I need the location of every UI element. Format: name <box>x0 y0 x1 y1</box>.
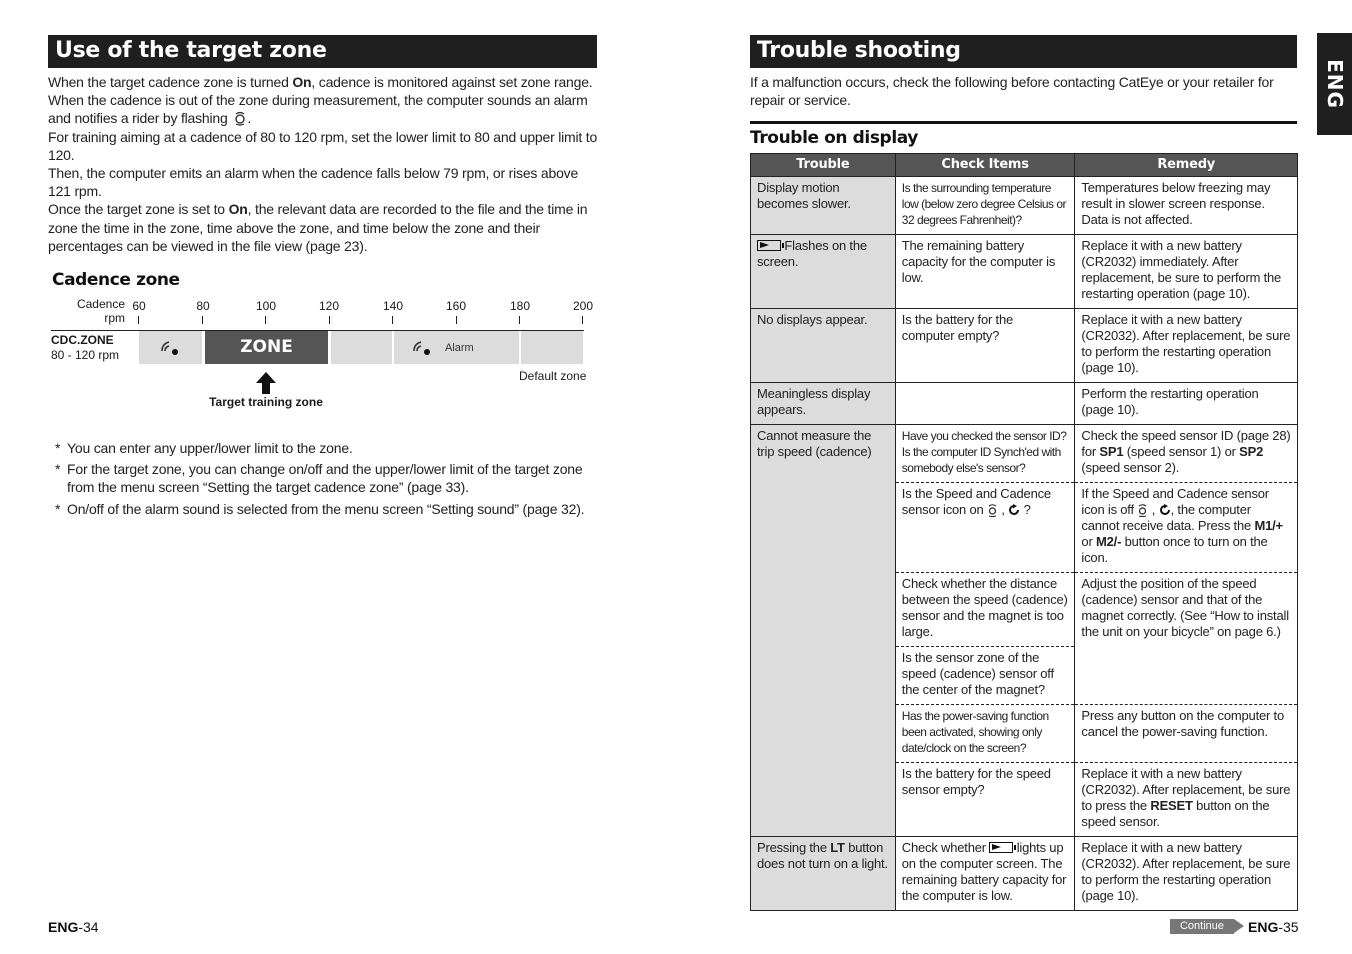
table-row <box>751 837 1298 911</box>
sensor-icon <box>987 503 998 517</box>
left-page-title: Use of the target zone <box>48 35 597 68</box>
body-line-3: and notifies a rider by flashing . <box>48 110 252 127</box>
notes-list <box>55 439 600 521</box>
sensor-icon <box>233 110 247 126</box>
tick-mark <box>202 316 203 324</box>
tick-140: 140 <box>382 299 404 313</box>
tick-180: 180 <box>509 299 531 313</box>
trouble-cell: Cannot measure the trip speed (cadence) <box>751 425 896 837</box>
check-cell <box>895 383 1075 425</box>
refresh-icon <box>1008 504 1020 516</box>
tick-mark <box>519 316 520 324</box>
table-row <box>751 383 1298 425</box>
trouble-on-display-heading: Trouble on display <box>750 128 918 148</box>
tick-60: 60 <box>132 299 146 313</box>
note-item: * For the target zone, you can change on/off and the upper/lower limit of the target zone from the menu screen “Setting the target cadence zone” (page 33). <box>55 461 583 496</box>
check-cell: Has the power-saving function been activated, showing only date/clock on the screen? <box>895 705 1075 763</box>
above-zone-segment-1 <box>330 331 392 364</box>
tick-80: 80 <box>196 299 210 313</box>
body-line-5: Then, the computer emits an alarm when the cadence falls below 79 rpm, or rises above 121 rpm. <box>48 165 579 200</box>
trouble-intro: If a malfunction occurs, check the following before contacting CatEye or your retailer for repair or service. <box>750 74 1274 109</box>
tick-160: 160 <box>445 299 467 313</box>
header-remedy: Remedy <box>1075 154 1298 177</box>
table-row <box>751 235 1298 309</box>
sensor-icon <box>1137 503 1148 517</box>
check-cell: Is the battery for the speed sensor empty? <box>895 763 1075 837</box>
remedy-cell: Replace it with a new battery (CR2032). After replacement, be sure to press the RESET button on the speed sensor. <box>1075 763 1298 837</box>
trouble-table <box>750 153 1298 911</box>
trouble-cell: Display motion becomes slower. <box>751 177 896 235</box>
check-cell: Have you checked the sensor ID? Is the computer ID Synch'ed with somebody else's sensor? <box>895 425 1075 483</box>
body-line-1: When the target cadence zone is turned On, cadence is monitored against set zone range. <box>48 74 593 90</box>
right-page-title: Trouble shooting <box>750 35 1297 68</box>
body-line-2: When the cadence is out of the zone during measurement, the computer sounds an alarm <box>48 92 588 109</box>
table-header-row <box>751 154 1298 177</box>
check-cell: Is the sensor zone of the speed (cadence) sensor off the center of the magnet? <box>895 647 1075 705</box>
left-page-number: ENG-34 <box>48 919 99 935</box>
check-cell: Is the Speed and Cadence sensor icon on , ? <box>895 483 1075 573</box>
tick-mark <box>456 316 457 324</box>
check-cell: Check whether the distance between the speed (cadence) sensor and the magnet is too large. <box>895 573 1075 647</box>
trouble-cell: Pressing the LT button does not turn on a light. <box>751 837 896 911</box>
note-item: * On/off of the alarm sound is selected from the menu screen “Setting sound” (page 32). <box>55 500 585 517</box>
check-cell: Is the battery for the computer empty? <box>895 309 1075 383</box>
check-cell: The remaining battery capacity for the computer is low. <box>895 235 1075 309</box>
target-training-zone-label: Target training zone <box>209 395 323 409</box>
remedy-cell: Temperatures below freezing may result in slower screen response. Data is not affected. <box>1075 177 1298 235</box>
continue-arrow-icon <box>1234 919 1244 933</box>
refresh-icon <box>1159 504 1171 516</box>
trouble-cell: Meaningless display appears. <box>751 383 896 425</box>
tick-200: 200 <box>572 299 594 313</box>
body-line-6: Once the target zone is set to On, the relevant data are recorded to the file and the time in zone the time in the zone, time above the zone, and time below the zone and their percentages can be viewed in the file view (page 23). <box>48 201 588 254</box>
remedy-cell: Replace it with a new battery (CR2032) immediately. After replacement, be sure to perform the restarting operation (page 10). <box>1075 235 1298 309</box>
battery-icon <box>757 240 781 251</box>
flash-signal-icon <box>412 339 432 355</box>
remedy-cell: Replace it with a new battery (CR2032). After replacement, be sure to perform the restarting operation (page 10). <box>1075 309 1298 383</box>
default-zone-label: Default zone <box>519 369 587 383</box>
cadence-zone-heading: Cadence zone <box>52 270 180 290</box>
zone-row-label: CDC.ZONE 80 - 120 rpm <box>51 333 120 362</box>
check-cell: Check whether lights up on the computer screen. The remaining battery capacity for the computer is low. <box>895 837 1075 911</box>
note-item: * You can enter any upper/lower limit to the zone. <box>55 440 353 456</box>
tick-mark <box>329 316 330 324</box>
continue-label: Continue <box>1170 919 1234 934</box>
remedy-cell: Perform the restarting operation (page 10). <box>1075 383 1298 425</box>
axis-label: Cadence rpm <box>76 297 125 325</box>
header-trouble: Trouble <box>751 154 896 177</box>
section-rule <box>750 121 1297 124</box>
remedy-cell: Replace it with a new battery (CR2032). After replacement, be sure to perform the restarting operation (page 10). <box>1075 837 1298 911</box>
above-zone-segment-3 <box>520 331 583 364</box>
battery-icon <box>989 842 1013 853</box>
table-row <box>751 309 1298 383</box>
trouble-cell: Flashes on the screen. <box>751 235 896 309</box>
right-page-number: ENG-35 <box>1248 919 1299 935</box>
remedy-cell: Check the speed sensor ID (page 28) for SP1 (speed sensor 1) or SP2 (speed sensor 2). <box>1075 425 1298 483</box>
remedy-cell: Adjust the position of the speed (cadence) sensor and that of the magnet correctly. (See “How to install the unit on your bicycle” on page 6.) <box>1075 573 1298 705</box>
table-row <box>751 425 1298 483</box>
table-row <box>751 177 1298 235</box>
tick-mark <box>265 316 266 324</box>
alarm-label: Alarm <box>445 342 474 354</box>
tick-mark <box>392 316 393 324</box>
remedy-cell: Press any button on the computer to cancel the power-saving function. <box>1075 705 1298 763</box>
language-tab: ENG <box>1317 33 1352 135</box>
tick-mark <box>582 316 583 324</box>
header-check-items: Check Items <box>895 154 1075 177</box>
body-line-4: For training aiming at a cadence of 80 to 120 rpm, set the lower limit to 80 and upper limit to 120. <box>48 128 598 163</box>
target-zone-segment: ZONE <box>204 331 328 364</box>
tick-120: 120 <box>318 299 340 313</box>
target-zone-body <box>48 73 598 255</box>
remedy-cell: If the Speed and Cadence sensor icon is off , , the computer cannot receive data. Press the M1/+ or M2/- button once to turn on the icon. <box>1075 483 1298 573</box>
tick-100: 100 <box>255 299 277 313</box>
check-cell: Is the surrounding temperature low (below zero degree Celsius or 32 degrees Fahrenheit)? <box>895 177 1075 235</box>
trouble-cell: No displays appear. <box>751 309 896 383</box>
flash-signal-icon <box>160 339 180 355</box>
up-arrow-icon <box>256 372 276 394</box>
tick-mark <box>138 316 139 324</box>
